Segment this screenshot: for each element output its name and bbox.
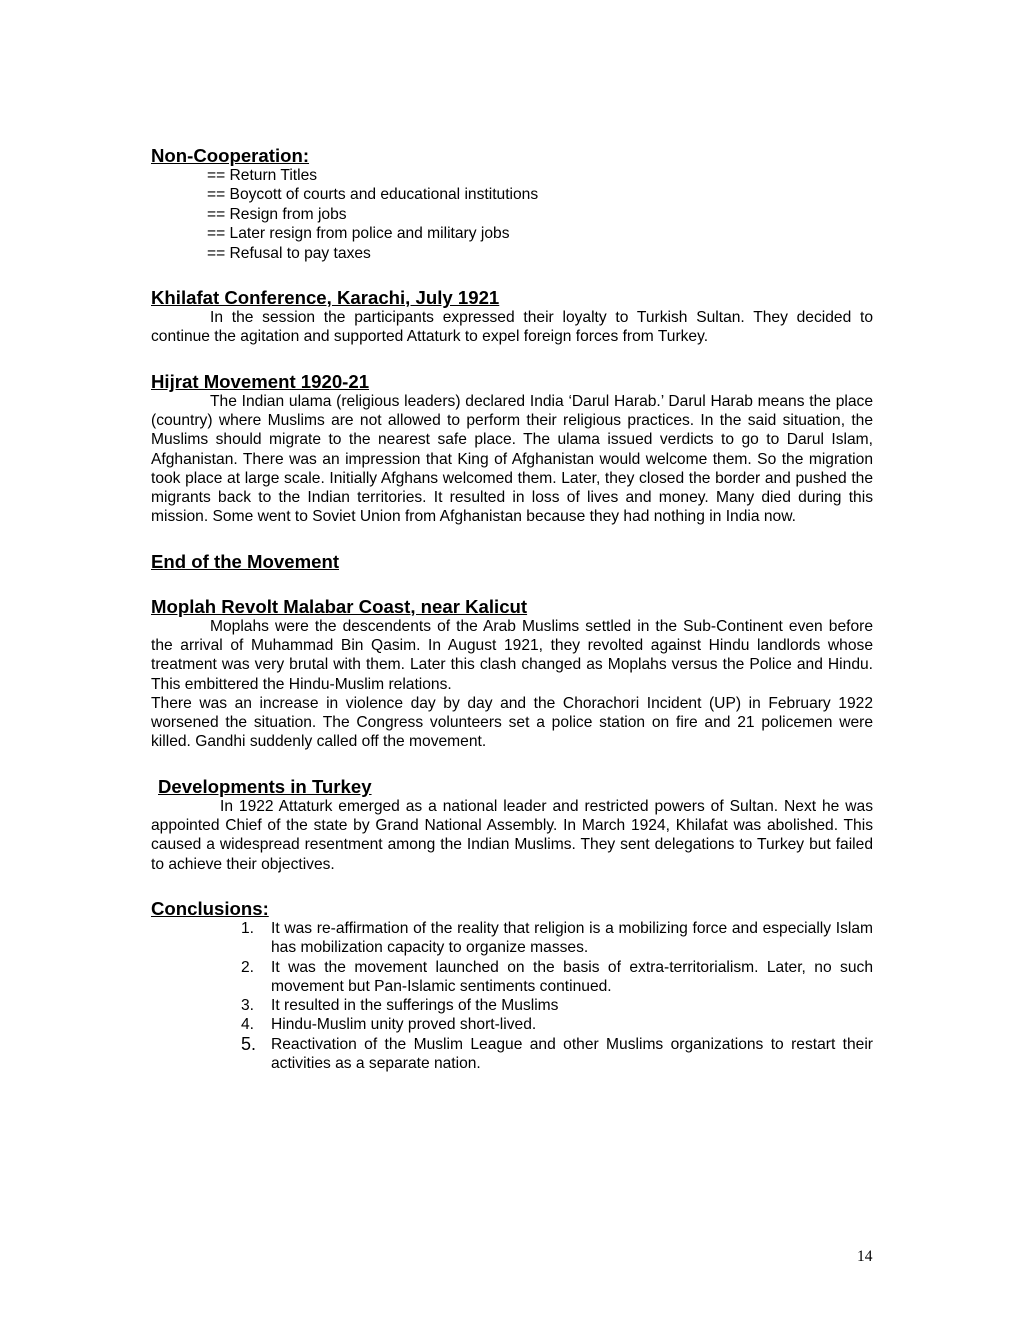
heading-non-cooperation: Non-Cooperation: xyxy=(151,145,310,166)
paragraph: The Indian ulama (religious leaders) declared India ‘Darul Harab.’ Darul Harab means the place (country) where Muslims are not allowed to perform their religious practices. In the said situation, the Muslims should migrate to the nearest safe place. The ulama issued verdicts to go to Darul Islam, Afghanistan. There was an impression that King of Afghanistan would welcome them. So the migration took place at large scale. Initially Afghans welcomed them. Later, they closed the border and pushed the migrants back to the Indian territories. It resulted in loss of lives and money. Many died during this mission. Some went to Soviet Union from Afghanistan because they had nothing in India now. xyxy=(151,392,873,526)
list-number: 5. xyxy=(241,1033,257,1054)
heading-end-of-movement: End of the Movement xyxy=(151,550,340,572)
paragraph: There was an increase in violence day by day and the Chorachori Incident (UP) in February 1922 worsened the situation. The Congress volunteers set a police station on fire and 21 policemen were killed. Gandhi suddenly called off the movement. xyxy=(151,694,873,751)
list-number: 3. xyxy=(241,997,255,1015)
heading-moplah-revolt: Moplah Revolt Malabar Coast, near Kalicut xyxy=(151,595,528,617)
non-cooperation-list xyxy=(207,166,873,263)
list-number: 4. xyxy=(241,1016,255,1034)
list-text: It was re-affirmation of the reality that religion is a mobilizing force and especially Islam has mobilization capacity to organize masses. xyxy=(271,919,873,957)
page-content xyxy=(151,145,873,1073)
list-text: It was the movement launched on the basis of extra-territorialism. Later, no such movement but Pan-Islamic sentiments continued. xyxy=(271,958,873,995)
list-item xyxy=(151,1035,873,1074)
list-item xyxy=(151,1015,873,1034)
conclusions-list xyxy=(151,919,873,1073)
heading-khilafat-conference: Khilafat Conference, Karachi, July 1921 xyxy=(151,287,500,309)
list-item: == Refusal to pay taxes xyxy=(207,244,371,262)
heading-developments-turkey: Developments in Turkey xyxy=(158,775,372,797)
list-item: == Boycott of courts and educational institutions xyxy=(207,186,539,204)
paragraph: In the session the participants expressed their loyalty to Turkish Sultan. They decided to continue the agitation and supported Attaturk to expel foreign forces from Turkey. xyxy=(151,309,873,346)
list-item: == Later resign from police and military jobs xyxy=(207,225,510,243)
paragraph: In 1922 Attaturk emerged as a national leader and restricted powers of Sultan. Next he was appointed Chief of the state by Grand National Assembly. In March 1924, Khilafat was abolished. This caused a widespread resentment among the Indian Muslims. They sent delegations to Turkey but failed to achieve their objectives. xyxy=(151,797,873,873)
list-number: 1. xyxy=(241,919,255,937)
heading-conclusions: Conclusions: xyxy=(151,897,269,919)
list-item: == Resign from jobs xyxy=(207,205,347,223)
list-item: == Return Titles xyxy=(207,167,318,184)
paragraph: Moplahs were the descendents of the Arab Muslims settled in the Sub-Continent even before the arrival of Muhammad Bin Qasim. In August 1921, they revolted against Hindu landlords whose treatment was very brutal with them. Later this clash changed as Moplahs versus the Police and Hindu. This embittered the Hindu-Muslim relations. xyxy=(151,617,873,693)
list-text: It resulted in the sufferings of the Muslims xyxy=(271,997,559,1015)
list-item xyxy=(151,996,873,1015)
list-item xyxy=(151,919,873,958)
list-item xyxy=(151,958,873,997)
list-text: Hindu-Muslim unity proved short-lived. xyxy=(271,1016,537,1034)
page-number: 14 xyxy=(857,1248,873,1265)
list-text: Reactivation of the Muslim League and other Muslims organizations to restart their activities as a separate nation. xyxy=(271,1035,873,1073)
list-number: 2. xyxy=(241,958,255,976)
heading-hijrat-movement: Hijrat Movement 1920-21 xyxy=(151,370,370,392)
